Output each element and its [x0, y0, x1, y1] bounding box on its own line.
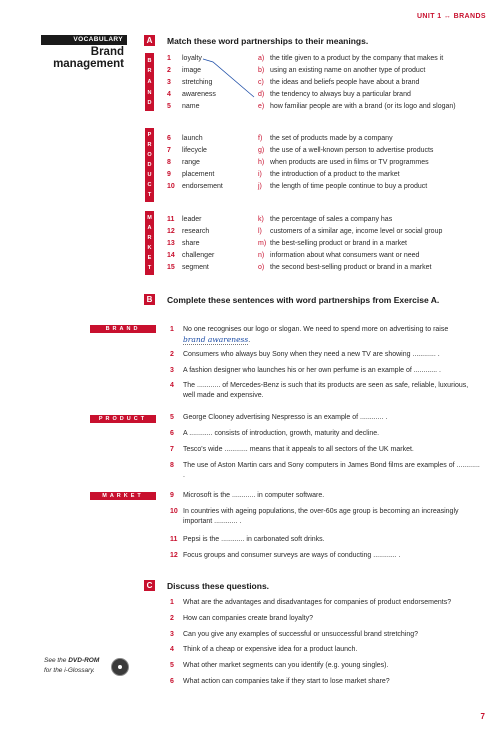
item-number: 14 — [167, 252, 175, 259]
product-horizontal-bar: PRODUCT — [90, 415, 156, 423]
sentence-item — [170, 350, 482, 360]
bar-letter: R — [147, 68, 152, 75]
sentence-text: Pepsi is the ............ in carbonated soft drinks. — [183, 536, 325, 543]
item-number: 5 — [167, 103, 171, 110]
bar-letter: N — [147, 89, 152, 96]
bar-letter: T — [147, 192, 152, 198]
item-term: challenger — [182, 252, 215, 259]
sentence-number: 9 — [170, 492, 174, 499]
item-term: endorsement — [182, 183, 223, 190]
bar-letter: M — [147, 215, 152, 221]
item-letter: i) — [258, 171, 262, 178]
bar-letter: C — [147, 182, 152, 188]
sentence-text: Focus groups and consumer surveys are ways of conducting ............ . — [183, 552, 401, 559]
bar-letter: K — [147, 245, 152, 251]
dvd-note — [44, 656, 99, 676]
bar-letter: D — [147, 162, 152, 168]
vocabulary-label: VOCABULARY — [41, 35, 127, 45]
sentence-number: 3 — [170, 367, 174, 374]
item-definition: the length of time people continue to buy a product — [270, 183, 428, 190]
bar-letter: A — [147, 225, 152, 231]
item-term: research — [182, 228, 210, 235]
item-definition: information about what consumers want or need — [270, 252, 420, 259]
item-letter: f) — [258, 135, 263, 142]
sentence-number: 12 — [170, 552, 178, 559]
item-letter: k) — [258, 216, 264, 223]
question-number: 6 — [170, 678, 174, 685]
item-definition: the use of a well-known person to advertise products — [270, 147, 434, 154]
sentence-item — [170, 445, 482, 455]
sentence-number: 4 — [170, 382, 174, 389]
item-number: 4 — [167, 91, 171, 98]
item-letter: e) — [258, 103, 265, 110]
question-item — [170, 661, 388, 670]
item-number: 9 — [167, 171, 171, 178]
dvd-note-bold: DVD-ROM — [68, 657, 100, 664]
item-term: image — [182, 67, 202, 74]
question-item — [170, 645, 357, 654]
sentence-item — [170, 366, 482, 376]
item-term: share — [182, 240, 200, 247]
sentence-item — [170, 507, 482, 526]
bar-letter: B — [147, 57, 152, 64]
section-b-instruction: Complete these sentences with word partnerships from Exercise A. — [167, 295, 440, 305]
sentence-number: 6 — [170, 430, 174, 437]
item-letter: d) — [258, 91, 265, 98]
bar-letter: E — [147, 255, 152, 261]
page-number: 7 — [480, 712, 485, 721]
sentence-item — [170, 325, 482, 345]
sentence-item — [170, 551, 482, 561]
handwritten-answer: brand awareness — [183, 334, 249, 344]
item-number: 2 — [167, 67, 171, 74]
sentence-text — [170, 325, 482, 345]
section-title-line2: management — [53, 58, 124, 70]
item-letter: g) — [258, 147, 265, 154]
sentence-end: . — [248, 336, 251, 344]
item-letter: a) — [258, 55, 265, 62]
sentence-item — [170, 429, 482, 439]
sentence-number: 2 — [170, 351, 174, 358]
item-definition: how familiar people are with a brand (or its logo and slogan) — [270, 103, 456, 110]
item-term: launch — [182, 135, 203, 142]
bar-letter: U — [147, 172, 152, 178]
question-text: Can you give any examples of successful or unsuccessful brand stretching? — [183, 631, 419, 638]
bar-letter: D — [147, 100, 152, 107]
question-text: What action can companies take if they start to lose market share? — [183, 678, 390, 685]
question-number: 1 — [170, 599, 174, 606]
item-number: 10 — [167, 183, 175, 190]
item-definition: the introduction of a product to the market — [270, 171, 400, 178]
sentence-number: 5 — [170, 414, 174, 421]
item-number: 8 — [167, 159, 171, 166]
item-term: leader — [182, 216, 202, 223]
item-number: 11 — [167, 216, 175, 223]
bar-letter: A — [147, 78, 152, 85]
item-number: 6 — [167, 135, 171, 142]
sentence-number: 8 — [170, 462, 174, 469]
question-number: 3 — [170, 631, 174, 638]
dvd-note-prefix: See the — [44, 657, 69, 664]
sentence-text: Microsoft is the ............ in computer software. — [183, 492, 325, 499]
section-a-instruction: Match these word partnerships to their meanings. — [167, 36, 369, 46]
item-term: lifecycle — [182, 147, 207, 154]
question-number: 2 — [170, 615, 174, 622]
sentence-number: 10 — [170, 508, 178, 515]
question-text: What are the advantages and disadvantages for companies of product endorsements? — [183, 599, 452, 606]
sentence-item — [170, 413, 482, 423]
item-number: 7 — [167, 147, 171, 154]
bar-letter: P — [147, 132, 152, 138]
sentence-item — [170, 491, 482, 501]
item-definition: using an existing name on another type of product — [270, 67, 426, 74]
dvd-disc-icon — [111, 658, 129, 676]
item-definition: the set of products made by a company — [270, 135, 393, 142]
item-term: stretching — [182, 79, 213, 86]
sentence-number: 7 — [170, 446, 174, 453]
item-number: 1 — [167, 55, 171, 62]
item-definition: customers of a similar age, income level or social group — [270, 228, 443, 235]
item-definition: the ideas and beliefs people have about a brand — [270, 79, 420, 86]
sentence-text: The ............ of Mercedes-Benz is such that its products are seen as safe, reliable, luxurious, well made and expensive. — [183, 382, 469, 399]
question-item — [170, 677, 390, 686]
unit-label: UNIT 1 — [416, 13, 442, 20]
sentence-body: No one recognises our logo or slogan. We need to spend more on advertising to raise — [183, 326, 449, 333]
sentence-item — [170, 381, 482, 400]
section-a-badge: A — [144, 35, 155, 46]
sentence-text: A ............ consists of introduction, growth, maturity and decline. — [183, 430, 380, 437]
item-definition: the second best-selling product or brand in a market — [270, 264, 432, 271]
bar-letter: R — [147, 142, 152, 148]
sentence-number: 11 — [170, 536, 178, 543]
question-item — [170, 630, 418, 639]
question-item — [170, 614, 313, 623]
item-term: segment — [182, 264, 209, 271]
sentence-text: A fashion designer who launches his or her own perfume is an example of ............ . — [183, 367, 441, 374]
question-text: How can companies create brand loyalty? — [183, 615, 313, 622]
market-horizontal-bar: MARKET — [90, 492, 156, 500]
sentence-text: In countries with ageing populations, the over-60s age group is becoming an increasingly important ............ . — [183, 508, 459, 525]
section-b-badge: B — [144, 294, 155, 305]
unit-arrow: ↔ — [443, 13, 452, 20]
item-letter: b) — [258, 67, 265, 74]
dvd-note-line2: for the i-Glossary. — [44, 667, 95, 674]
item-letter: c) — [258, 79, 264, 86]
sentence-item — [170, 535, 482, 545]
sentence-item — [170, 461, 482, 480]
item-term: awareness — [182, 91, 216, 98]
sentence-text: The use of Aston Martin cars and Sony computers in James Bond films are examples of ............ . — [183, 462, 480, 479]
item-letter: l) — [258, 228, 262, 235]
sentence-text: George Clooney advertising Nespresso is an example of ............ . — [183, 414, 388, 421]
item-number: 12 — [167, 228, 175, 235]
item-letter: h) — [258, 159, 265, 166]
unit-topic: BRANDS — [453, 13, 486, 20]
question-number: 4 — [170, 646, 174, 653]
sentence-number: 1 — [170, 326, 174, 333]
item-letter: j) — [258, 183, 262, 190]
section-c-instruction: Discuss these questions. — [167, 581, 270, 591]
question-text: What other market segments can you identify (e.g. young singles). — [183, 662, 389, 669]
question-text: Think of a cheap or expensive idea for a product launch. — [183, 646, 358, 653]
item-term: loyalty — [182, 55, 202, 62]
sentence-text: Tesco's wide ............ means that it appeals to all sectors of the UK market. — [183, 446, 414, 453]
item-definition: when products are used in films or TV programmes — [270, 159, 429, 166]
item-number: 3 — [167, 79, 171, 86]
item-term: name — [182, 103, 200, 110]
item-term: range — [182, 159, 200, 166]
item-number: 15 — [167, 264, 175, 271]
sentence-text: Consumers who always buy Sony when they need a new TV are showing ............ . — [183, 351, 440, 358]
item-number: 13 — [167, 240, 175, 247]
item-letter: m) — [258, 240, 267, 247]
item-definition: the tendency to always buy a particular brand — [270, 91, 411, 98]
bar-letter: R — [147, 235, 152, 241]
question-number: 5 — [170, 662, 174, 669]
bar-letter: T — [147, 265, 152, 271]
bar-letter: O — [147, 152, 152, 158]
item-term: placement — [182, 171, 215, 178]
section-c-badge: C — [144, 580, 155, 591]
item-definition: the title given to a product by the company that makes it — [270, 55, 444, 62]
brand-horizontal-bar: BRAND — [90, 325, 156, 333]
question-item — [170, 598, 451, 607]
item-letter: n) — [258, 252, 265, 259]
item-letter: o) — [258, 264, 265, 271]
item-definition: the percentage of sales a company has — [270, 216, 393, 223]
item-definition: the best-selling product or brand in a market — [270, 240, 407, 247]
section-title-line1: Brand — [90, 46, 124, 58]
